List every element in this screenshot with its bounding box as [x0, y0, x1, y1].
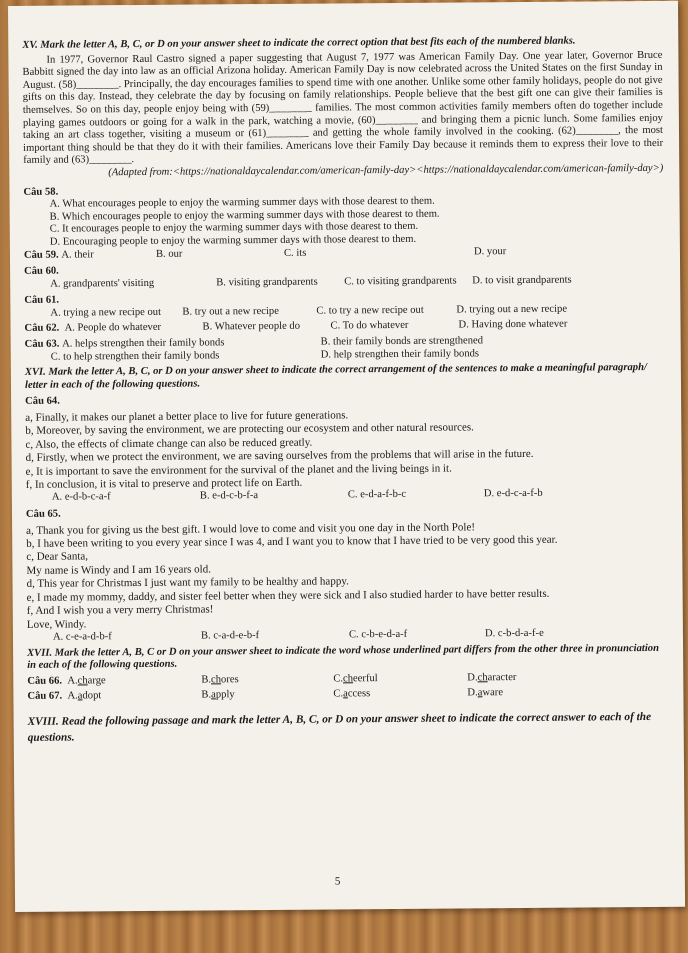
question-61-option-b: B. try out a new recipe: [182, 305, 279, 318]
question-62: [24, 318, 664, 336]
question-60-option-c: C. to visiting grandparents: [344, 275, 457, 288]
question-65-letter: [26, 520, 667, 632]
question-58-option-a: A. What encourages people to enjoy the warming summer days with those dearest to them.: [49, 195, 435, 210]
letter-line: b, I have been writing to you every year since I was 4, and I want you to know that I have tried to be very good this year.: [26, 533, 558, 550]
section-18-heading: XVIII. Read the following passage and mark the letter A, B, C, or D on your answer sheet to indicate the correct answer to each of the questions.: [27, 710, 652, 744]
letter-line: e, I made my mommy, daddy, and sister feel better when they were sick and I also studied harder to have better results.: [26, 587, 550, 604]
question-67-label: Câu 67.: [27, 690, 63, 703]
question-60-label: Câu 60.: [24, 265, 59, 277]
question-59-option-a: A. their: [61, 248, 94, 261]
option-prefix: D.: [467, 687, 478, 699]
question-64-option-b: B. e-d-c-b-f-a: [199, 490, 259, 502]
word-rest: arge: [87, 674, 106, 687]
question-60-option-a: A. grandparents' visiting: [50, 277, 155, 290]
word-rest: ccess: [347, 688, 371, 700]
question-63-option-c: C. to help strengthen their family bonds: [50, 350, 220, 363]
option-prefix: B.: [201, 689, 212, 701]
question-62-option-d: D. Having done whatever: [458, 319, 568, 331]
passage-source: (Adapted from:<https://nationaldaycalendar.com/american-family-day><https://nationaldaycalendar.com/american-family-day>): [108, 162, 664, 179]
sentence-line: d, Firstly, when we protect the environment, we are saving ourselves from the problems that will arise in the future.: [25, 448, 534, 465]
question-61-option-d: D. trying out a new recipe: [456, 303, 568, 316]
underlined-part: ch: [210, 674, 222, 686]
question-58-label: Câu 58.: [23, 186, 59, 198]
sentence-line: a, Finally, it makes our planet a better place to live for future generations.: [25, 409, 349, 424]
underlined-part: a: [343, 688, 348, 700]
sentence-line: f, In conclusion, it is vital to preserve and protect life on Earth.: [25, 476, 303, 491]
section-16-heading: XVI. Mark the letter A, B, C, or D on your answer sheet to indicate the correct arrangement of the sentences to make a meaningful paragraph/ letter in each of the following questions.: [24, 362, 647, 391]
question-62-option-c: C. To do whatever: [330, 320, 409, 332]
sentence-line: e, It is important to save the environment for the survival of the planet and the living beings in it.: [25, 462, 452, 478]
question-63-label: Câu 63.: [24, 338, 60, 350]
section-15-heading: XV. Mark the letter A, B, C, or D on your answer sheet to indicate the correct option that best fits each of the numbered blanks.: [22, 35, 576, 51]
question-64-label: Câu 64.: [25, 396, 60, 408]
sentence-line: b, Moreover, by saving the environment, we are protecting our ecosystem and other natural resources.: [25, 421, 474, 438]
exam-page: [8, 1, 685, 912]
question-61-label: Câu 61.: [24, 294, 60, 307]
option-prefix: A.: [67, 690, 78, 702]
question-65-option-c: C. c-b-e-d-a-f: [348, 628, 408, 641]
question-67: [27, 686, 667, 704]
underlined-part: a: [211, 689, 216, 701]
word-rest: ores: [220, 673, 239, 686]
section-17-heading: XVII. Mark the letter A, B, C or D on your answer sheet to indicate the word whose underlined part differs from the other three in pronunciation in each of the following questions.: [27, 642, 659, 671]
letter-line: a, Thank you for giving us the best gift. I would love to come and visit you one day in the North Pole!: [26, 521, 476, 537]
option-prefix: B.: [201, 674, 212, 686]
underlined-part: ch: [342, 672, 354, 685]
question-59-option-b: B. our: [155, 248, 183, 260]
question-65-option-d: D. c-b-d-a-f-e: [484, 627, 544, 640]
question-62-option-b: B. Whatever people do: [202, 321, 301, 333]
option-prefix: A.: [67, 675, 78, 687]
question-63-option-b: B. their family bonds are strengthened: [320, 335, 484, 348]
underlined-part: ch: [477, 671, 488, 684]
option-prefix: D.: [467, 672, 478, 684]
option-prefix: C.: [333, 673, 344, 685]
question-58-option-b: B. Which encourages people to enjoy the warming summer days with those dearest to them.: [49, 208, 440, 223]
letter-line: c, Dear Santa,: [26, 550, 89, 564]
question-66-label: Câu 66.: [27, 675, 63, 687]
question-64-option-a: A. e-d-b-c-a-f: [51, 491, 111, 504]
word-rest: aracter: [487, 671, 517, 683]
word-rest: ware: [482, 687, 504, 699]
letter-line: d, This year for Christmas I just want my family to be healthy and happy.: [26, 575, 349, 591]
option-prefix: C.: [333, 688, 344, 700]
page-content: [22, 35, 668, 746]
question-63-option-d: D. help strengthen their family bonds: [320, 347, 480, 361]
question-62-option-a: A. People do whatever: [64, 322, 162, 335]
underlined-part: a: [77, 690, 83, 702]
family-day-passage: In 1977, Governor Raul Castro signed a paper suggesting that August 7, 1977 was American Family Day. One year later, Governor Bruce Babbitt signed the day into law as an official Arizona holiday. American Family Day is now celebrated across the United States on the first Sunday in August. (58)________. Principally, the day encourages families to spend time with one another. Unlike some other family holidays, people do not give gifts on this day. Instead, they celebrate the day by focusing on family relationships. People believe that the best gift one can give their families is themselves. So on this day, people enjoy being with (59)________ families. The most common activities family members often do together include playing games outdoors or going for a walk in the park, watching a movie, (60)________ and bringing them a picnic lunch. Some families enjoy taking an art class together, visiting a museum or (61)________ and getting the whole family involved in the cooking. (62)________, the most important thing should be that they do it with their families. Americans love their Family Day because it reminds them to express their love to their family and (63)________.: [22, 49, 664, 167]
question-65-option-a: A. c-e-a-d-b-f: [52, 631, 112, 643]
word-rest: eerful: [352, 672, 378, 684]
letter-line: Love, Windy.: [26, 617, 87, 631]
question-64-option-d: D. e-d-c-a-f-b: [483, 488, 543, 500]
question-64-sentences: [25, 407, 666, 492]
question-65-label: Câu 65.: [25, 508, 61, 520]
letter-line: My name is Windy and I am 16 years old.: [26, 563, 211, 577]
question-58-option-c: C. It encourages people to enjoy the warming summer days with those dearest to them.: [49, 221, 419, 235]
question-62-label: Câu 62.: [24, 323, 60, 335]
underlined-part: a: [477, 687, 483, 699]
question-65-option-b: B. c-a-d-e-b-f: [200, 629, 260, 642]
question-58-option-d: D. Encouraging people to enjoy the warming summer days with those dearest to them.: [49, 233, 417, 248]
question-64-option-c: C. e-d-a-f-b-c: [347, 489, 407, 501]
question-61-option-a: A. trying a new recipe out: [50, 306, 162, 319]
question-66: [27, 671, 667, 689]
word-rest: dopt: [82, 690, 102, 702]
underlined-part: ch: [77, 675, 88, 687]
letter-line: f, And I wish you a very merry Christmas!: [26, 603, 214, 617]
question-59-label: Câu 59.: [23, 249, 59, 261]
question-59-option-d: D. your: [473, 245, 507, 257]
question-60-option-d: D. to visit grandparents: [472, 274, 572, 287]
question-59-option-c: C. its: [283, 247, 307, 259]
page-number: 5: [334, 875, 341, 888]
question-63-option-a: A. helps strengthen their family bonds: [62, 337, 225, 350]
sentence-line: c, Also, the effects of climate change can also be reduced greatly.: [25, 436, 313, 451]
question-60-option-b: B. visiting grandparents: [216, 276, 318, 289]
question-61-option-c: C. to try a new recipe out: [316, 304, 424, 317]
word-rest: pply: [215, 689, 235, 701]
